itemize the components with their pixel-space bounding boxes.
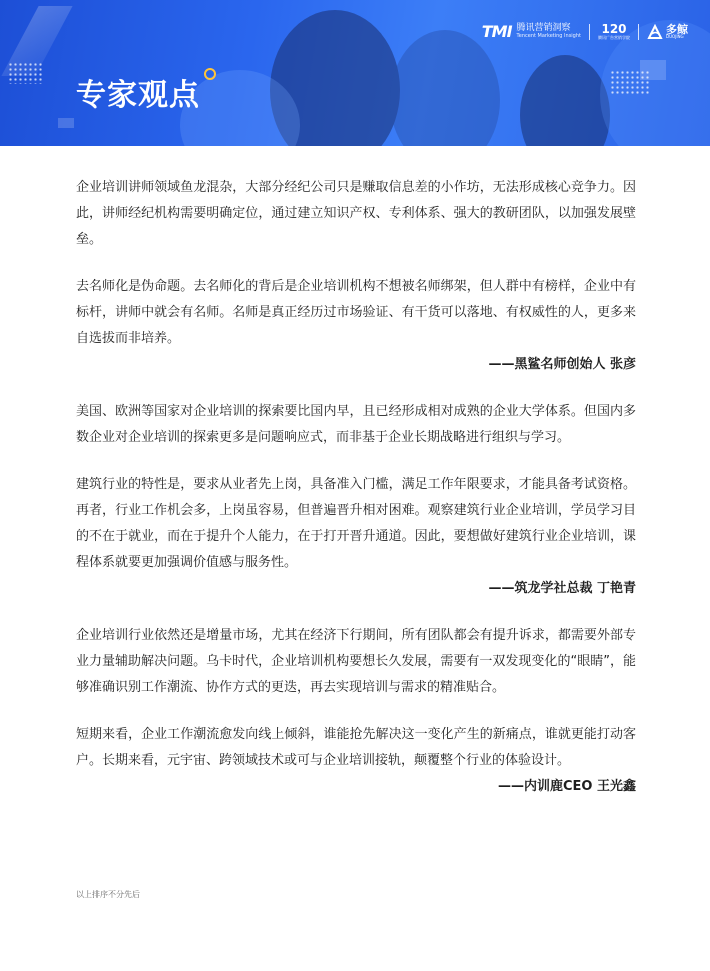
opinion-paragraph: 去名师化是伪命题。去名师化的背后是企业培训机构不想被名师绑架，但人群中有榜样，企业中有标杆，讲师中就会有名师。名师是真正经历过市场验证、有干货可以落地、有权威性的人，更多来自选拔而非培养。: [76, 279, 636, 346]
logo-120-subtitle: 腾讯广告营销学院: [598, 34, 630, 40]
footnote: 以上排序不分先后: [76, 890, 140, 899]
expert-opinions: [76, 175, 636, 800]
whale-logo-cn: 多鲸: [666, 22, 688, 36]
tmi-logo-cn: 腾讯营销洞察: [516, 23, 571, 34]
opinion-attribution: ——内训鹿CEO 王光鑫: [498, 779, 636, 794]
tmi-logo-en: Tencent Marketing Insight: [516, 32, 581, 39]
banner-figure: [520, 55, 610, 146]
square-decoration: [640, 60, 666, 80]
page-title: 专家观点: [76, 78, 200, 113]
header-banner: [0, 0, 710, 146]
opinion-attribution: ——筑龙学社总裁 丁艳青: [488, 581, 636, 596]
logo-divider: [589, 24, 590, 40]
circle-accent-icon: [204, 68, 216, 80]
opinion-paragraph: 美国、欧洲等国家对企业培训的探索要比国内早，且已经形成相对成熟的企业大学体系。但国内多数企业对企业培训的探索更多是问题响应式，而非基于企业长期战略进行组织与学习。: [76, 404, 636, 445]
dot-grid-decoration: [8, 62, 42, 84]
opinion-paragraph: 企业培训行业依然还是增量市场，尤其在经济下行期间，所有团队都会有提升诉求，都需要外部专业力量辅助解决问题。乌卡时代，企业培训机构要想长久发展，需要有一双发现变化的“眼睛”，能够准确识别工作潮流、协作方式的更迭，再去实现培训与需求的精准贴合。: [76, 628, 636, 695]
opinion-paragraph: 短期来看，企业工作潮流愈发向线上倾斜，谁能抢先解决这一变化产生的新痛点，谁就更能打动客户。长期来看，元宇宙、跨领域技术或可与企业培训接轨，颠覆整个行业的体验设计。: [76, 727, 636, 768]
logo-divider: [638, 24, 639, 40]
square-decoration: [58, 118, 74, 128]
opinion-section-1: [76, 175, 636, 378]
logo-120: [598, 23, 630, 40]
opinion-section-3: [76, 623, 636, 800]
whale-logo-text: [666, 24, 688, 40]
partner-logos: [482, 22, 688, 41]
tmi-logo-mark: TMI: [481, 22, 512, 41]
opinion-paragraph: 建筑行业的特性是，要求从业者先上岗，具备准入门槛，满足工作年限要求，才能具备考试资格。再者，行业工作机会多，上岗虽容易，但普遍晋升相对困难。观察建筑行业企业培训，学员学习目的不在于就业，而在于提升个人能力，在于打开晋升通道。因此，要想做好建筑行业企业培训，课程体系就要更加强调价值感与服务性。: [76, 477, 636, 570]
tmi-logo-text: [517, 24, 581, 39]
opinion-section-2: [76, 399, 636, 602]
opinion-paragraph: 企业培训讲师领域鱼龙混杂，大部分经纪公司只是赚取信息差的小作坊，无法形成核心竞争力。因此，讲师经纪机构需要明确定位，通过建立知识产权、专利体系、强大的教研团队，以加强发展壁垒。: [76, 180, 636, 247]
whale-logo-en: DUOJING: [666, 34, 684, 40]
opinion-attribution: ——黑鲨名师创始人 张彦: [488, 357, 636, 372]
logo-120-number: 120: [601, 22, 627, 37]
whale-logo-icon: [647, 24, 663, 40]
banner-figure: [390, 30, 500, 146]
